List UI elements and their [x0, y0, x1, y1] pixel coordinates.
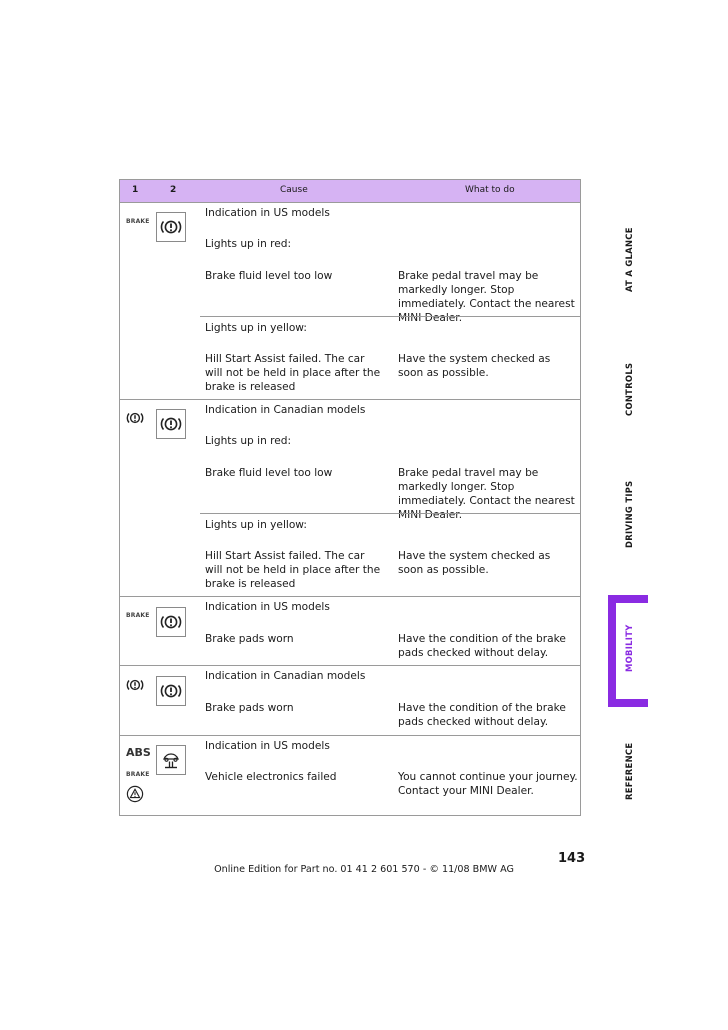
table-row — [120, 735, 580, 815]
side-tab-controls[interactable]: CONTROLS — [624, 362, 634, 416]
side-tab-reference[interactable]: REFERENCE — [624, 742, 634, 800]
sub-divider — [200, 316, 580, 317]
cause-text: Brake pads worn — [205, 702, 294, 714]
brake-text-icon: BRAKE — [126, 218, 150, 225]
row-heading: Indication in US models — [205, 601, 330, 613]
brake-warning-lamp-icon — [156, 212, 186, 242]
cause-text: Vehicle electronics failed — [205, 771, 337, 783]
side-tab-driving-tips[interactable]: DRIVING TIPS — [624, 480, 634, 548]
brake-pad-lamp-icon — [156, 676, 186, 706]
sub-label: Lights up in red: — [205, 238, 292, 250]
table-row — [120, 399, 580, 596]
col-header-1: 1 — [132, 185, 139, 195]
warning-triangle-icon — [126, 785, 144, 803]
row-heading: Indication in US models — [205, 207, 330, 219]
sub-label: Lights up in yellow: — [205, 322, 307, 334]
sub-label: Lights up in red: — [205, 435, 292, 447]
action-text: Have the condition of the brake pads checked without delay. — [398, 633, 566, 659]
col-header-what-to-do: What to do — [465, 185, 515, 195]
col-header-cause: Cause — [280, 185, 308, 195]
cause-text: Brake pads worn — [205, 633, 294, 645]
col-header-2: 2 — [170, 185, 177, 195]
table-row — [120, 596, 580, 665]
action-text: Brake pedal travel may be markedly longer. Stop immediately. Contact the nearest MINI Dealer. — [398, 270, 575, 324]
action-text: Have the system checked as soon as possible. — [398, 353, 551, 379]
cause-text: Brake fluid level too low — [205, 467, 333, 479]
side-tab-at-a-glance[interactable]: AT A GLANCE — [624, 227, 634, 292]
table-header — [120, 180, 580, 203]
action-text: You cannot continue your journey. Contact your MINI Dealer. — [398, 771, 578, 797]
brake-warning-lamp-icon — [156, 409, 186, 439]
cause-text: Hill Start Assist failed. The car will not be held in place after the brake is released — [205, 550, 381, 590]
row-heading: Indication in Canadian models — [205, 670, 366, 682]
table-row — [120, 665, 580, 735]
side-tab-mobility[interactable]: MOBILITY — [624, 624, 634, 672]
table-row — [120, 202, 580, 399]
car-lift-lamp-icon — [156, 745, 186, 775]
action-text: Have the system checked as soon as possible. — [398, 550, 551, 576]
warning-lights-table — [119, 179, 581, 816]
footer-text: Online Edition for Part no. 01 41 2 601 570 - © 11/08 BMW AG — [214, 864, 514, 875]
row-heading: Indication in US models — [205, 740, 330, 752]
sub-divider — [200, 513, 580, 514]
action-text: Brake pedal travel may be markedly longer. Stop immediately. Contact the nearest MINI Dealer. — [398, 467, 575, 521]
brake-text-icon: BRAKE — [126, 612, 150, 619]
sub-label: Lights up in yellow: — [205, 519, 307, 531]
brake-text-icon: BRAKE — [126, 771, 150, 778]
page-number: 143 — [558, 851, 586, 866]
action-text: Have the condition of the brake pads checked without delay. — [398, 702, 566, 728]
cause-text: Brake fluid level too low — [205, 270, 333, 282]
cause-text: Hill Start Assist failed. The car will not be held in place after the brake is released — [205, 353, 381, 393]
brake-symbol-icon — [124, 674, 146, 696]
row-heading: Indication in Canadian models — [205, 404, 366, 416]
abs-text-icon: ABS — [126, 746, 151, 759]
brake-symbol-icon — [124, 407, 146, 429]
brake-pad-lamp-icon — [156, 607, 186, 637]
